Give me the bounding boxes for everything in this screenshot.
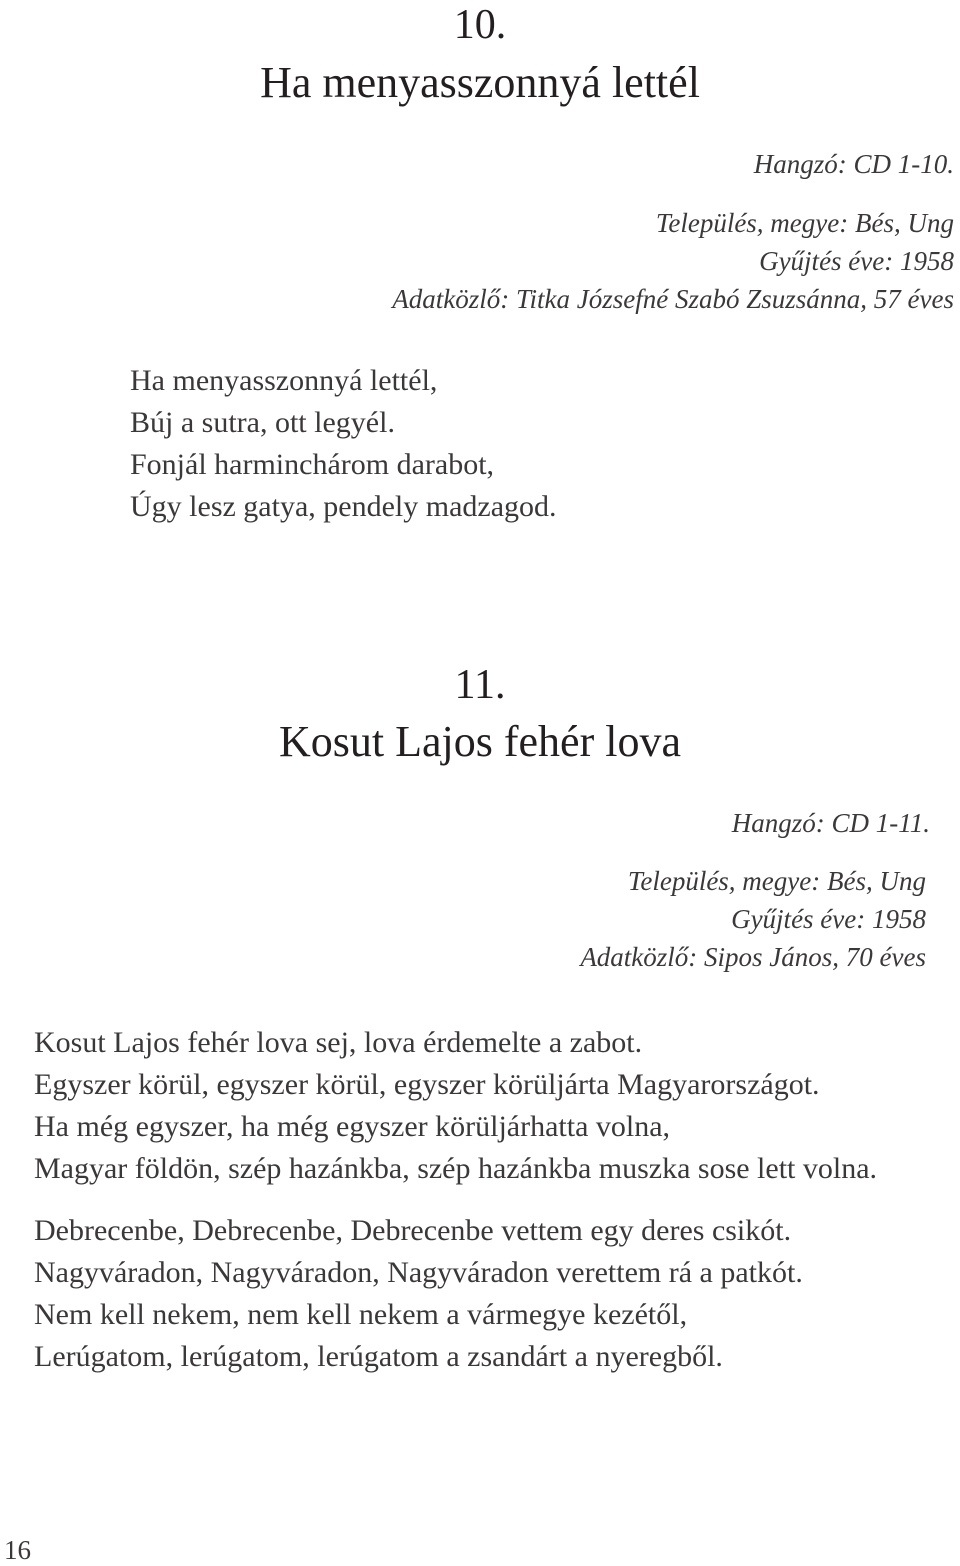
song-title: Ha menyasszonnyá lettél — [260, 58, 700, 107]
lyric-line: Fonjál harminchárom darabot, — [130, 448, 495, 481]
page-number: 16 — [4, 1535, 31, 1565]
song-number: 10. — [453, 2, 507, 48]
audio-reference: Hangzó: CD 1-11. — [731, 808, 930, 838]
place-county: Település, megye: Bés, Ung — [627, 866, 926, 896]
song-title: Kosut Lajos fehér lova — [279, 717, 681, 766]
lyric-line: Debrecenbe, Debrecenbe, Debrecenbe vettem egy deres csikót. — [34, 1214, 792, 1247]
audio-reference: Hangzó: CD 1-10. — [753, 149, 954, 179]
informant: Adatközlő: Titka Józsefné Szabó Zsuzsánna, 57 éves — [392, 284, 954, 314]
collection-year: Gyűjtés éve: 1958 — [731, 904, 926, 934]
song-number: 11. — [454, 662, 506, 708]
lyric-line: Nagyváradon, Nagyváradon, Nagyváradon verettem rá a patkót. — [34, 1256, 803, 1289]
lyric-line: Lerúgatom, lerúgatom, lerúgatom a zsandárt a nyeregből. — [34, 1340, 723, 1373]
lyric-line: Ha menyasszonnyá lettél, — [130, 364, 438, 397]
place-county: Település, megye: Bés, Ung — [655, 208, 954, 238]
informant: Adatközlő: Sipos János, 70 éves — [580, 942, 926, 972]
lyric-line: Búj a sutra, ott legyél. — [130, 406, 395, 439]
lyric-line: Kosut Lajos fehér lova sej, lova érdemelte a zabot. — [34, 1026, 643, 1059]
lyric-line: Egyszer körül, egyszer körül, egyszer körüljárta Magyarországot. — [34, 1068, 820, 1101]
collection-year: Gyűjtés éve: 1958 — [759, 246, 954, 276]
lyric-line: Magyar földön, szép hazánkba, szép hazánkba muszka sose lett volna. — [34, 1152, 878, 1185]
lyric-line: Úgy lesz gatya, pendely madzagod. — [130, 490, 557, 523]
lyric-line: Nem kell nekem, nem kell nekem a vármegye kezétől, — [34, 1298, 688, 1331]
lyric-line: Ha még egyszer, ha még egyszer körüljárhatta volna, — [34, 1110, 671, 1143]
